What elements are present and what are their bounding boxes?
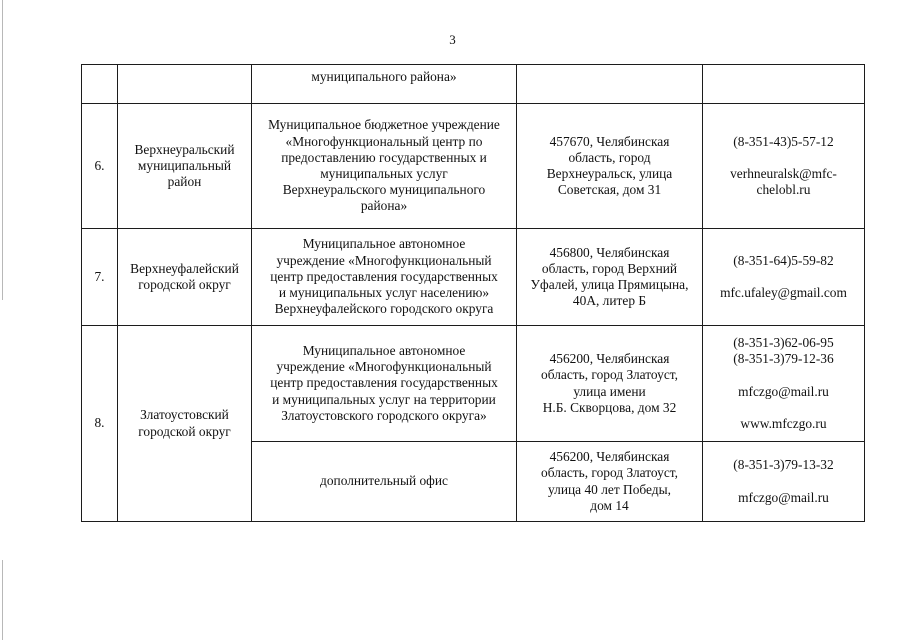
phone-text: (8-351-3)79-13-32 bbox=[733, 457, 834, 473]
org-line: Верхнеуральского муниципального bbox=[282, 182, 486, 198]
email-text: chelobl.ru bbox=[756, 182, 811, 198]
address-line: улица 40 лет Победы, bbox=[548, 481, 671, 497]
spacer bbox=[706, 150, 861, 166]
address-line: 457670, Челябинская bbox=[549, 133, 670, 149]
org-line: муниципальных услуг bbox=[320, 166, 448, 181]
phone-text: (8-351-43)5-57-12 bbox=[733, 133, 834, 149]
org-line: «Многофункциональный центр по bbox=[285, 133, 483, 149]
cell-contacts bbox=[703, 326, 865, 442]
row-number: 6. bbox=[82, 104, 118, 229]
cell-organization bbox=[252, 104, 517, 229]
cell-district bbox=[118, 326, 252, 522]
org-line: учреждение «Многофункциональный bbox=[276, 359, 492, 375]
spacer bbox=[706, 368, 861, 384]
cell-contacts bbox=[703, 65, 865, 104]
address-line: Верхнеуральск, улица bbox=[546, 166, 673, 181]
row-number: 7. bbox=[82, 229, 118, 326]
table-row bbox=[82, 104, 865, 229]
org-line: Златоустовского городского округа» bbox=[281, 407, 487, 423]
org-line: учреждение «Многофункциональный bbox=[276, 252, 492, 268]
cell-organization bbox=[252, 326, 517, 442]
website-text: www.mfczgo.ru bbox=[740, 415, 827, 431]
cell-address bbox=[517, 229, 703, 326]
org-line: муниципального района» bbox=[311, 69, 457, 84]
address-line: область, город bbox=[568, 149, 651, 165]
cell-contacts bbox=[703, 442, 865, 522]
org-line: Верхнеуфалейского городского округа bbox=[274, 301, 494, 317]
address-line: дом 14 bbox=[590, 497, 629, 513]
page-number: 3 bbox=[449, 32, 456, 47]
office-label: дополнительный офис bbox=[320, 473, 448, 489]
table-row bbox=[82, 326, 865, 442]
address-line: 456200, Челябинская bbox=[549, 449, 670, 465]
cell-district bbox=[118, 65, 252, 104]
cell-address bbox=[517, 442, 703, 522]
org-line: Муниципальное автономное bbox=[302, 342, 466, 358]
district-line: городской округ bbox=[138, 277, 231, 292]
org-line: центр предоставления государственных bbox=[270, 268, 498, 284]
table-row-continuation bbox=[82, 65, 865, 104]
org-line: района» bbox=[360, 198, 408, 214]
email-text: mfczgo@mail.ru bbox=[738, 383, 829, 399]
phone-text: (8-351-3)62-06-95 bbox=[733, 335, 834, 351]
address-line: 456800, Челябинская bbox=[549, 244, 670, 260]
district-line: Верхнеуфалейский bbox=[130, 260, 239, 276]
cell-contacts bbox=[703, 104, 865, 229]
org-line: центр предоставления государственных bbox=[270, 375, 498, 391]
spacer bbox=[706, 474, 861, 490]
address-line: Советская, дом 31 bbox=[557, 182, 662, 198]
cell-number bbox=[82, 65, 118, 104]
address-line: область, город Златоуст, bbox=[541, 465, 678, 481]
cell-address bbox=[517, 104, 703, 229]
row-number: 8. bbox=[82, 326, 118, 522]
cell-organization bbox=[252, 442, 517, 522]
cell-organization bbox=[252, 65, 517, 104]
cell-contacts bbox=[703, 229, 865, 326]
district-line: городской округ bbox=[138, 423, 231, 439]
email-text: mfczgo@mail.ru bbox=[738, 489, 829, 505]
address-line: область, город Златоуст, bbox=[541, 367, 678, 383]
district-line: муниципальный bbox=[137, 157, 232, 173]
address-line: 40А, литер Б bbox=[572, 293, 647, 309]
email-text: verhneuralsk@mfc- bbox=[730, 165, 837, 181]
org-line: предоставлению государственных и bbox=[281, 149, 487, 165]
org-line: Муниципальное бюджетное учреждение bbox=[268, 117, 500, 133]
org-line: и муниципальных услуг населению» bbox=[278, 285, 490, 301]
cell-district bbox=[118, 104, 252, 229]
email-text: mfc.ufaley@gmail.com bbox=[720, 285, 847, 300]
org-line: и муниципальных услуг на территории bbox=[272, 391, 496, 407]
district-line: Верхнеуральский bbox=[134, 141, 235, 157]
mfc-directory-table bbox=[81, 64, 865, 522]
phone-text: (8-351-3)79-12-36 bbox=[733, 351, 834, 367]
org-line: Муниципальное автономное bbox=[302, 236, 466, 252]
address-line: Н.Б. Скворцова, дом 32 bbox=[542, 399, 677, 415]
address-line: область, город Верхний bbox=[541, 260, 678, 276]
address-line: Уфалей, улица Прямицына, bbox=[530, 277, 689, 292]
cell-address bbox=[517, 65, 703, 104]
spacer bbox=[706, 400, 861, 416]
cell-address bbox=[517, 326, 703, 442]
table-row bbox=[82, 229, 865, 326]
district-line: район bbox=[167, 174, 202, 190]
cell-district bbox=[118, 229, 252, 326]
cell-organization bbox=[252, 229, 517, 326]
address-line: улица имени bbox=[573, 383, 646, 399]
district-line: Златоустовский bbox=[140, 407, 229, 423]
scan-edge-line-bottom bbox=[2, 560, 3, 640]
phone-text: (8-351-64)5-59-82 bbox=[733, 252, 834, 268]
address-line: 456200, Челябинская bbox=[549, 351, 670, 367]
spacer bbox=[706, 269, 861, 285]
